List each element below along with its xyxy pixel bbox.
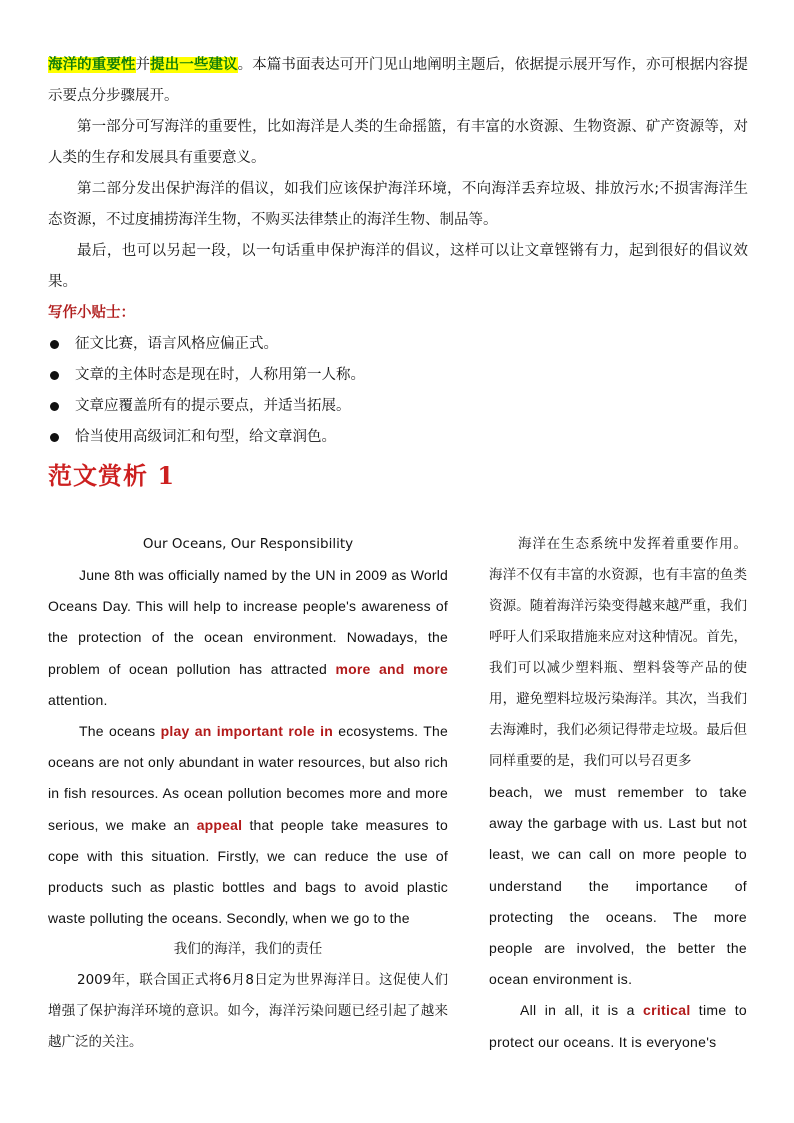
tip-item <box>48 422 748 453</box>
intro-paragraph-3: 第二部分发出保护海洋的倡议，如我们应该保护海洋环境，不向海洋丢弃垃圾、排放污水;不损害海洋生态资源，不过度捕捞海洋生物，不购买法律禁止的海洋生物、制品等。 <box>48 181 748 228</box>
bullet-icon <box>50 340 59 349</box>
intro-paragraph-1-rest: 。本篇书面表达可开门见山地阐明主题后，依据提示展开写作，亦可根据内容提示要点分步骤展开。 <box>48 57 749 104</box>
keyword-critical: critical <box>643 1002 691 1019</box>
intro-paragraph-2: 第一部分可写海洋的重要性，比如海洋是人类的生命摇篮，有丰富的水资源、生物资源、矿产资源等，对人类的生存和发展具有重要意义。 <box>48 119 748 166</box>
intro-paragraph-4: 最后，也可以另起一段，以一句话重申保护海洋的倡议，这样可以让文章铿锵有力，起到很好的倡议效果。 <box>48 243 748 290</box>
intro-section <box>48 50 748 453</box>
intro-paragraph-1 <box>48 50 748 112</box>
text-run: The oceans <box>79 723 161 740</box>
text-run: that people take measures to cope with this situation. Firstly, we can reduce the use of products such as plastic bottles and bags to avoid plastic waste polluting the oceans. Secondly, when we go to the <box>48 816 448 927</box>
tip-item <box>48 329 748 360</box>
tip-text: 征文比赛，语言风格应偏正式。 <box>75 336 278 352</box>
keyword-more-and-more: more and more <box>335 660 448 677</box>
essay-paragraph-1 <box>48 560 448 716</box>
highlight-suggestions: 提出一些建议 <box>150 57 238 73</box>
tip-text: 文章的主体时态是现在时，人称用第一人称。 <box>75 367 365 383</box>
text-run: All in all, it is a <box>520 1002 643 1019</box>
highlight-importance: 海洋的重要性 <box>48 57 136 73</box>
tips-title: 写作小贴士： <box>48 305 135 321</box>
tip-item <box>48 391 748 422</box>
chinese-paragraph-2: 海洋在生态系统中发挥着重要作用。海洋不仅有丰富的水资源，也有丰富的鱼类资源。随着海洋污染变得越来越严重，我们呼吁人们采取措施来应对这种情况。首先，我们可以减少塑料瓶、塑料袋等产品的使用，避免塑料垃圾污染海洋。其次，当我们去海滩时，我们必须记得带走垃圾。最后但同样重要的是，我们可以号召更多 <box>489 536 747 769</box>
essay-left-column <box>48 529 448 1058</box>
tips-list <box>48 329 748 453</box>
essay-paragraph-2-continued: beach, we must remember to take away the garbage with us. Last but not least, we can call on more people to understand the importance of protecting the oceans. The more people are involved, the better the ocean environment is. <box>489 784 747 988</box>
chinese-essay-title: 我们的海洋，我们的责任 <box>173 941 323 958</box>
text-run: June 8th was officially named by the UN in 2009 as World Oceans Day. This will help to increase people's awareness of the protection of the ocean environment. Nowadays, the problem of ocean pollution has attracted <box>48 567 448 677</box>
essay-title: Our Oceans, Our Responsibility <box>142 536 354 552</box>
keyword-appeal: appeal <box>196 816 243 833</box>
chinese-paragraph-1: 2009年，联合国正式将6月8日定为世界海洋日。这促使人们增强了保护海洋环境的意识。如今，海洋污染问题已经引起了越来越广泛的关注。 <box>48 972 448 1051</box>
essay-paragraph-2 <box>48 716 448 934</box>
bullet-icon <box>50 433 59 442</box>
keyword-play-role: play an important role in <box>160 723 333 740</box>
section-title: 范文赏析 1 <box>48 461 176 490</box>
essay-right-column <box>489 529 747 1058</box>
text-run: ecosystems. The oceans are not only abundant in water resources, but also rich in fish resources. As ocean pollution becomes more and more serious, we make an <box>48 723 448 833</box>
bullet-icon <box>50 371 59 380</box>
connector-text: 并 <box>135 57 151 73</box>
bullet-icon <box>50 402 59 411</box>
essay-paragraph-3 <box>489 995 747 1057</box>
tip-text: 恰当使用高级词汇和句型，给文章润色。 <box>75 429 336 445</box>
tip-text: 文章应覆盖所有的提示要点，并适当拓展。 <box>75 398 351 414</box>
tip-item <box>48 360 748 391</box>
text-run: attention. <box>48 691 108 708</box>
text-run: time to protect our oceans. It is everyone's <box>489 1002 747 1050</box>
